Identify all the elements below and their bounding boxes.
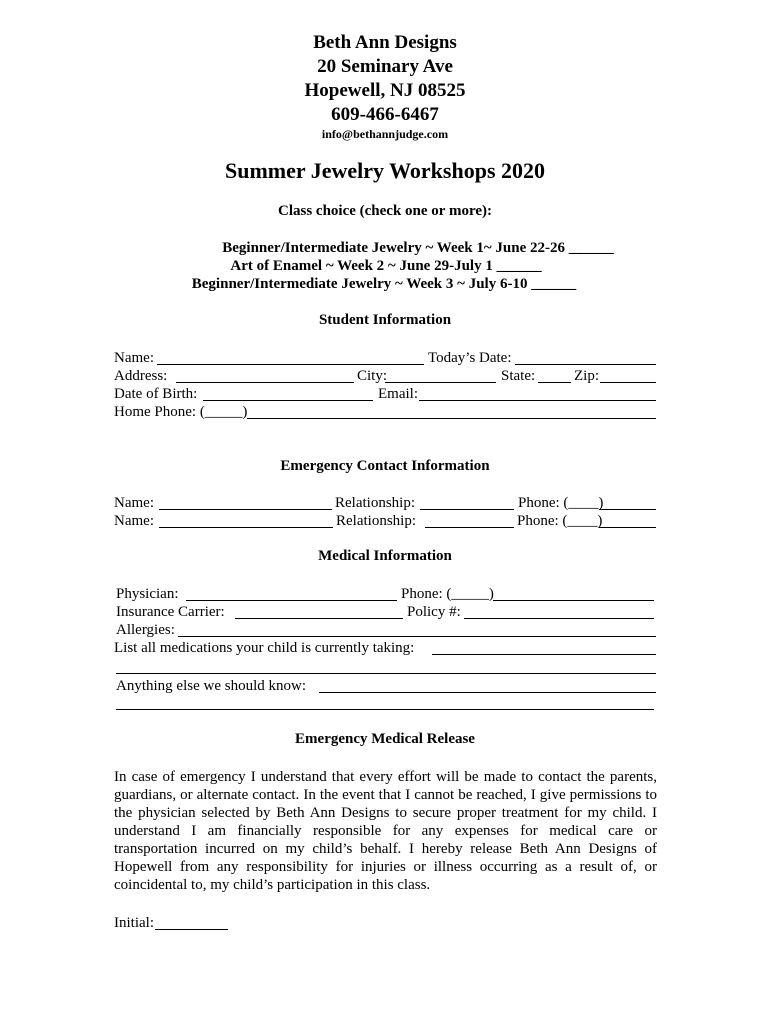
allergies-field[interactable] bbox=[178, 636, 656, 637]
medications-extra-line[interactable] bbox=[116, 673, 656, 674]
emergency-name-label: Name: bbox=[114, 495, 154, 511]
class-choice-prompt: Class choice (check one or more): bbox=[278, 203, 492, 219]
medical-row-insurance bbox=[116, 603, 656, 621]
emergency-relationship-label: Relationship: bbox=[335, 495, 415, 511]
insurance-label: Insurance Carrier: bbox=[116, 604, 225, 620]
medical-row-anything-else bbox=[116, 677, 656, 695]
company-email: info@bethannjudge.com bbox=[321, 127, 449, 141]
anything-else-label: Anything else we should know: bbox=[116, 678, 306, 694]
medications-field[interactable] bbox=[432, 654, 656, 655]
email-label: Email: bbox=[378, 386, 418, 402]
student-name-field[interactable] bbox=[157, 364, 424, 365]
emergency-relationship-field[interactable] bbox=[420, 509, 514, 510]
company-city-state: Hopewell, NJ 08525 bbox=[304, 80, 466, 101]
medical-row-medications bbox=[114, 639, 656, 657]
emergency-heading: Emergency Contact Information bbox=[280, 458, 490, 474]
physician-field[interactable] bbox=[186, 600, 397, 601]
zip-label: Zip: bbox=[574, 368, 599, 384]
emergency-phone-label: Phone: (____) bbox=[518, 495, 604, 511]
student-name-label: Name: bbox=[114, 350, 154, 366]
city-label: City: bbox=[357, 368, 388, 384]
medical-heading: Medical Information bbox=[318, 548, 452, 564]
student-row-home-phone bbox=[114, 403, 656, 421]
anything-else-field[interactable] bbox=[319, 692, 656, 693]
policy-label: Policy #: bbox=[407, 604, 461, 620]
student-row-dob bbox=[114, 385, 656, 403]
medical-row-allergies bbox=[116, 621, 656, 639]
class-option-1[interactable]: Beginner/Intermediate Jewelry ~ Week 1~ June 22-26 ______ bbox=[222, 240, 614, 256]
zip-field[interactable] bbox=[600, 382, 656, 383]
anything-else-extra-line[interactable] bbox=[116, 709, 654, 710]
emergency-name-field[interactable] bbox=[159, 509, 332, 510]
emergency-phone-label: Phone: (____) bbox=[517, 513, 603, 529]
insurance-field[interactable] bbox=[235, 618, 403, 619]
home-phone-label: Home Phone: (_____) bbox=[114, 404, 248, 420]
physician-label: Physician: bbox=[116, 586, 179, 602]
city-field[interactable] bbox=[385, 382, 496, 383]
policy-field[interactable] bbox=[464, 618, 654, 619]
address-field[interactable] bbox=[176, 382, 354, 383]
home-phone-field[interactable] bbox=[247, 418, 656, 419]
emergency-relationship-label: Relationship: bbox=[336, 513, 416, 529]
company-name: Beth Ann Designs bbox=[313, 32, 457, 53]
company-phone: 609-466-6467 bbox=[331, 104, 439, 125]
initial-row bbox=[114, 914, 656, 932]
initial-label: Initial: bbox=[114, 915, 154, 931]
company-street: 20 Seminary Ave bbox=[317, 56, 453, 77]
physician-phone-field[interactable] bbox=[493, 600, 654, 601]
release-heading: Emergency Medical Release bbox=[295, 731, 475, 747]
emergency-name-label: Name: bbox=[114, 513, 154, 529]
medical-row-physician bbox=[116, 585, 656, 603]
dob-label: Date of Birth: bbox=[114, 386, 198, 402]
email-field[interactable] bbox=[419, 400, 656, 401]
state-field[interactable] bbox=[538, 382, 571, 383]
todays-date-field[interactable] bbox=[515, 364, 656, 365]
medications-label: List all medications your child is currently taking: bbox=[114, 640, 415, 656]
emergency-row-2 bbox=[114, 512, 656, 530]
class-option-2[interactable]: Art of Enamel ~ Week 2 ~ June 29-July 1 ______ bbox=[230, 258, 542, 274]
emergency-relationship-field[interactable] bbox=[425, 527, 514, 528]
class-option-3[interactable]: Beginner/Intermediate Jewelry ~ Week 3 ~ July 6-10 ______ bbox=[191, 276, 577, 292]
emergency-name-field[interactable] bbox=[159, 527, 333, 528]
student-row-address bbox=[114, 367, 656, 385]
release-text: In case of emergency I understand that every effort will be made to contact the parents, guardians, or alternate contact. In the event that I cannot be reached, I give permissions to the physician selected by Beth Ann Designs to secure proper treatment for my child. I understand I am financially responsible for any expenses for medical care or transportation incurred on my child’s behalf. I hereby release Beth Ann Designs of Hopewell from any responsibility for injuries or illness occurring as a result of, or coincidental to, my child’s participation in this class. bbox=[114, 769, 657, 893]
dob-field[interactable] bbox=[203, 400, 373, 401]
physician-phone-label: Phone: (_____) bbox=[401, 586, 494, 602]
allergies-label: Allergies: bbox=[116, 622, 175, 638]
emergency-phone-field[interactable] bbox=[599, 527, 656, 528]
initial-field[interactable] bbox=[155, 929, 228, 930]
emergency-row-1 bbox=[114, 494, 656, 512]
address-label: Address: bbox=[114, 368, 168, 384]
student-info-heading: Student Information bbox=[318, 312, 452, 328]
state-label: State: bbox=[501, 368, 536, 384]
student-row-name bbox=[114, 349, 656, 367]
todays-date-label: Today’s Date: bbox=[428, 350, 512, 366]
emergency-phone-field[interactable] bbox=[599, 509, 656, 510]
page-title: Summer Jewelry Workshops 2020 bbox=[224, 158, 546, 183]
